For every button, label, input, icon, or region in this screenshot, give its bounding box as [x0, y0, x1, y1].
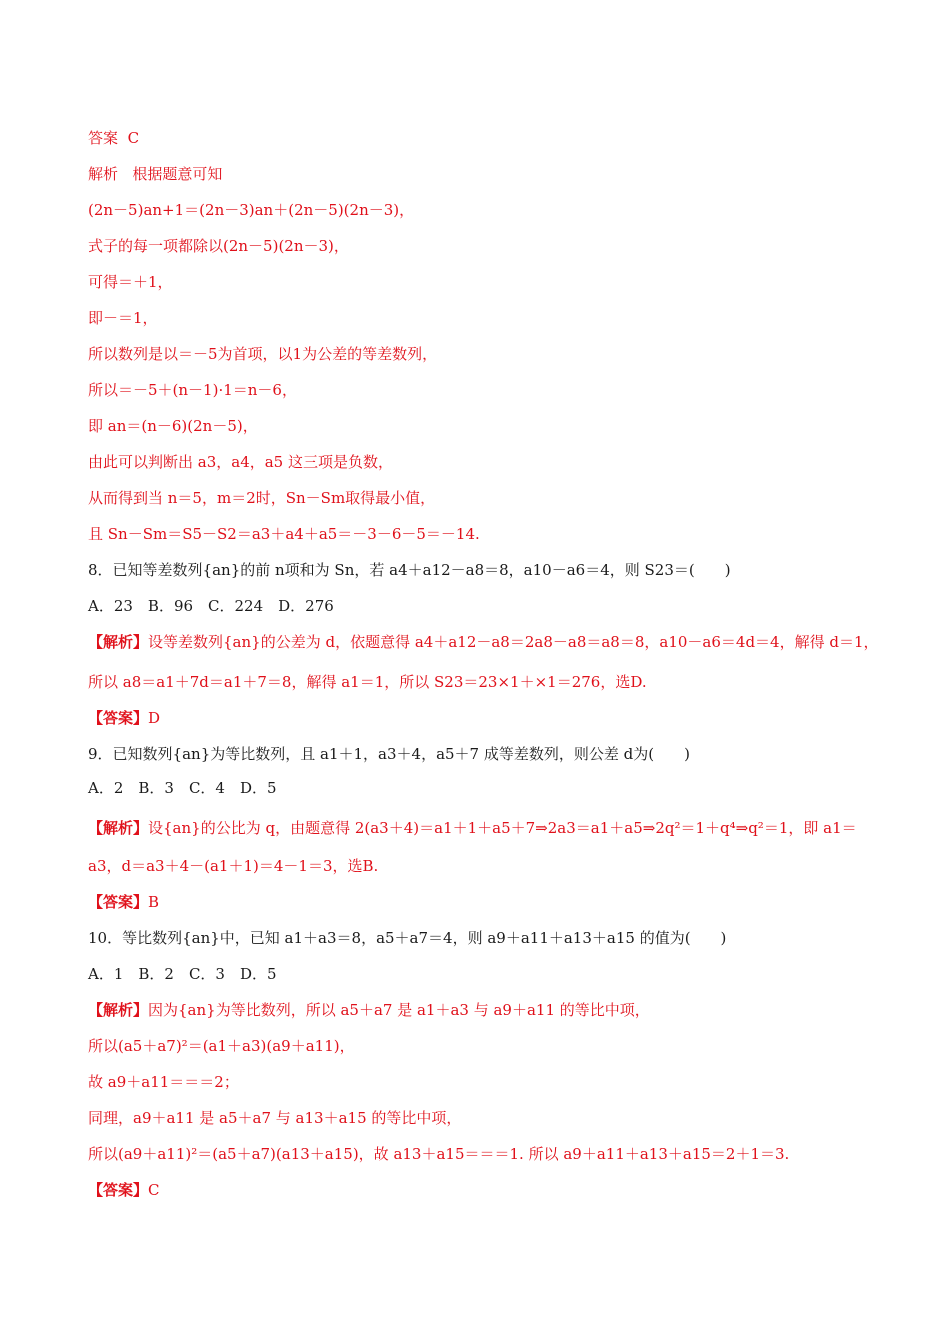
question-9-analysis-2: a3，d＝a3＋4－(a1＋1)＝4－1＝3，选B.: [88, 857, 379, 875]
analysis-text: 设{an}的公比为 q，由题意得 2(a3＋4)＝a1＋1＋a5＋7⇒2a3＝a1＋a5⇒2q²＝1＋q⁴⇒q²＝1，即 a1＝: [148, 819, 857, 837]
solution-line-6: 所以＝－5＋(n－1)·1＝n－6，: [88, 381, 297, 399]
question-10-analysis-2: 所以(a5＋a7)²＝(a1＋a3)(a9＋a11)，: [88, 1037, 355, 1055]
solution-line-4: 即－＝1，: [88, 309, 158, 327]
prev-answer-line: [88, 128, 139, 148]
prev-analysis-line: [88, 164, 222, 184]
question-8-analysis-2: 所以 a8＝a1＋7d＝a1＋7＝8，解得 a1＝1，所以 S23＝23×1＋×1＝276，选D.: [88, 673, 647, 691]
analysis-tag: 【解析】: [88, 1001, 149, 1019]
answer-tag: 【答案】: [88, 893, 149, 911]
solution-line-9: 从而得到当 n＝5，m＝2时，Sn－Sm取得最小值，: [88, 489, 436, 507]
answer-value: B: [148, 893, 160, 911]
prev-analysis-label: 解析: [88, 165, 119, 183]
solution-line-3: 可得＝＋1，: [88, 273, 173, 291]
question-10-analysis-3: 故 a9＋a11＝＝＝2；: [88, 1073, 239, 1091]
question-10-analysis-1: [88, 1000, 650, 1020]
solution-line-8: 由此可以判断出 a3，a4，a5 这三项是负数，: [88, 453, 393, 471]
question-10-analysis-4: 同理，a9＋a11 是 a5＋a7 与 a13＋a15 的等比中项，: [88, 1109, 462, 1127]
question-10: 10．等比数列{an}中，已知 a1＋a3＝8，a5＋a7＝4，则 a9＋a11＋a13＋a15 的值为( ): [88, 929, 727, 947]
answer-value: D: [148, 709, 161, 727]
answer-tag: 【答案】: [88, 709, 149, 727]
solution-line-2: 式子的每一项都除以(2n－5)(2n－3)，: [88, 237, 349, 255]
question-8: 8．已知等差数列{an}的前 n项和为 Sn，若 a4＋a12－a8＝8，a10－a6＝4，则 S23＝( ): [88, 561, 731, 579]
prev-answer-label: 答案: [88, 129, 119, 147]
question-10-options: A．1 B．2 C．3 D．5: [88, 965, 277, 983]
analysis-text: 设等差数列{an}的公差为 d，依题意得 a4＋a12－a8＝2a8－a8＝a8＝8，a10－a6＝4d＝4，解得 d＝1，: [148, 633, 879, 651]
prev-answer-value: C: [127, 129, 140, 147]
question-10-analysis-5: 所以(a9＋a11)²＝(a5＋a7)(a13＋a15)，故 a13＋a15＝＝＝1. 所以 a9＋a11＋a13＋a15＝2＋1＝3.: [88, 1145, 790, 1163]
analysis-tag: 【解析】: [88, 819, 149, 837]
question-8-answer: [88, 708, 160, 728]
answer-tag: 【答案】: [88, 1181, 149, 1199]
answer-value: C: [148, 1181, 160, 1199]
analysis-text: 因为{an}为等比数列，所以 a5＋a7 是 a1＋a3 与 a9＋a11 的等比中项，: [148, 1001, 650, 1019]
prev-analysis-text: 根据题意可知: [132, 165, 223, 183]
question-8-options: A．23 B．96 C．224 D．276: [88, 597, 334, 615]
question-8-analysis-1: [88, 632, 879, 652]
solution-line-7: 即 an＝(n－6)(2n－5)，: [88, 417, 258, 435]
question-9-answer: [88, 892, 159, 912]
question-9-analysis-1: [88, 818, 857, 838]
solution-line-1: (2n－5)an+1＝(2n－3)an＋(2n－5)(2n－3)，: [88, 201, 415, 219]
solution-line-10: 且 Sn－Sm＝S5－S2＝a3＋a4＋a5＝－3－6－5＝－14.: [88, 525, 480, 543]
question-9: 9．已知数列{an}为等比数列，且 a1＋1，a3＋4，a5＋7 成等差数列，则公差 d为( ): [88, 745, 690, 763]
question-9-options: A．2 B．3 C．4 D．5: [88, 779, 277, 797]
question-10-answer: [88, 1180, 160, 1200]
analysis-tag: 【解析】: [88, 633, 149, 651]
solution-line-5: 所以数列是以＝－5为首项，以1为公差的等差数列，: [88, 345, 438, 363]
